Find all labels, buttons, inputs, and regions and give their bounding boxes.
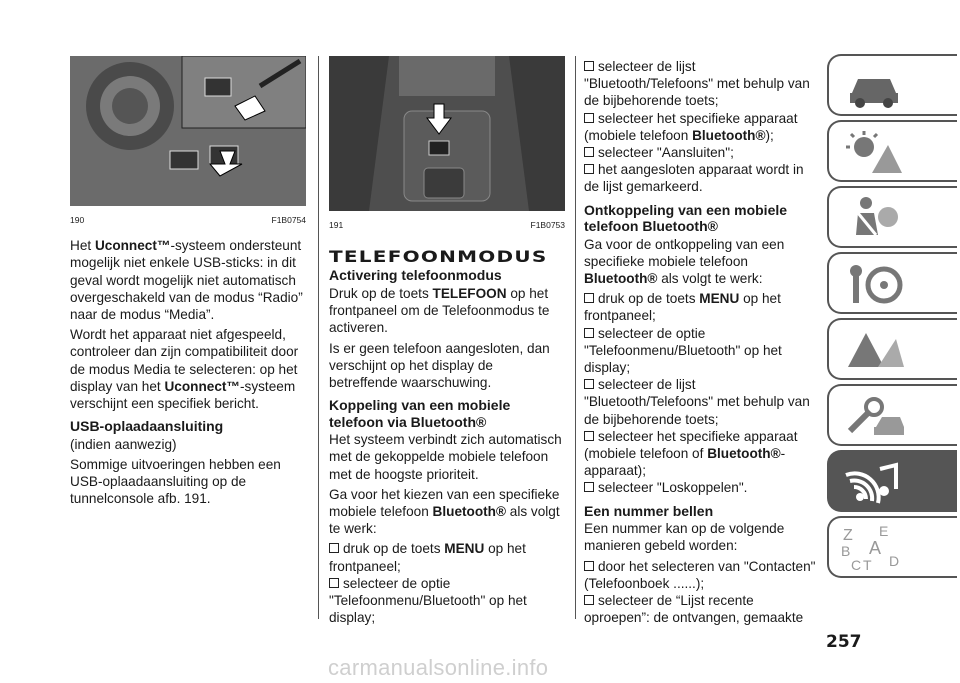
column-3 — [584, 58, 822, 626]
checkbox-bullet-icon — [584, 431, 594, 441]
list-item: het aangesloten apparaat wordt in de lijst gemarkeerd. — [584, 162, 804, 195]
index-letter: A — [869, 538, 882, 558]
airbag-seatbelt-icon — [844, 195, 904, 241]
watermark: carmanualsonline.info — [328, 655, 549, 680]
emergency-triangle-icon — [844, 327, 904, 373]
list-item: door het selecteren van "Contacten" (Telefoonboek ......); — [584, 558, 816, 591]
checkbox-bullet-icon — [584, 293, 594, 303]
tab-index[interactable] — [827, 516, 957, 578]
heading-usb-charging: USB-oplaadaansluiting — [70, 418, 224, 435]
usb-ports-illustration — [70, 56, 306, 206]
checkbox-bullet-icon — [584, 61, 594, 71]
figure-code: F1B0754 — [271, 215, 306, 225]
list-item: selecteer het specifieke apparaat (mobiele telefoon of Bluetooth®-apparaat); — [584, 428, 798, 479]
warning-lights-icon — [844, 129, 904, 175]
list-item: selecteer "Loskoppelen". — [584, 479, 822, 496]
wrench-car-icon — [844, 393, 904, 439]
list-item: druk op de toets MENU op het frontpaneel; — [584, 291, 781, 324]
list-item: selecteer de lijst "Bluetooth/Telefoons" met behulp van de bijbehorende toets; — [584, 377, 810, 427]
usb-note: (indien aanwezig) — [70, 436, 177, 452]
paragraph-activate: Druk op de toets TELEFOON op het frontpaneel om de Telefoonmodus te activeren. — [329, 285, 550, 336]
paragraph-media-compatibility: Wordt het apparaat niet afgespeeld, controleer dan zijn compatibiliteit door de modus Media te selecteren: op het display van het Uconnect™-systeem verschijnt een specifiek bericht. — [70, 327, 299, 412]
tab-warning-lights[interactable] — [827, 120, 957, 182]
checkbox-bullet-icon — [584, 482, 594, 492]
checkbox-bullet-icon — [584, 561, 594, 571]
list-item: druk op de toets MENU op het frontpaneel; — [329, 541, 526, 574]
checkbox-bullet-icon — [584, 379, 594, 389]
checkbox-bullet-icon — [584, 328, 594, 338]
index-letter: D — [889, 553, 900, 569]
list-item: selecteer de “Lijst recente oproepen”: de ontvangen, gemaakte — [584, 592, 804, 626]
list-item: selecteer de optie "Telefoonmenu/Bluetooth" op het display; — [329, 575, 527, 626]
index-letter: C — [851, 557, 862, 572]
index-letter: Z — [843, 527, 853, 544]
checkbox-bullet-icon — [584, 595, 594, 605]
tab-maintenance[interactable] — [827, 384, 957, 446]
paragraph-choose-phone: Ga voor het kiezen van een specifieke mobiele telefoon Bluetooth® als volgt te werk: — [329, 486, 560, 537]
list-item: selecteer het specifieke apparaat (mobiele telefoon Bluetooth®); — [584, 110, 798, 143]
tab-multimedia[interactable] — [827, 450, 957, 512]
tab-safety[interactable] — [827, 186, 957, 248]
figure-number: 190 — [70, 215, 85, 225]
paragraph-pairing: Het systeem verbindt zich automatisch met de gekoppelde mobiele telefoon met de hoogste prioriteit. — [329, 432, 562, 482]
heading-activate-phone-mode: Activering telefoonmodus — [329, 267, 502, 284]
checkbox-bullet-icon — [329, 543, 339, 553]
figure-caption — [329, 217, 565, 234]
alphabet-index-icon — [839, 522, 919, 572]
tab-starting-driving[interactable] — [827, 252, 957, 314]
column-divider — [318, 56, 319, 619]
heading-call-number: Een nummer bellen — [584, 502, 714, 519]
list-item: selecteer de optie "Telefoonmenu/Bluetooth" op het display; — [584, 325, 782, 376]
page-number: 257 — [826, 632, 862, 652]
column-divider — [575, 56, 576, 619]
checkbox-bullet-icon — [584, 147, 594, 157]
heading-pairing: Koppeling van een mobiele telefoon via Bluetooth® — [329, 397, 511, 430]
tab-emergency[interactable] — [827, 318, 957, 380]
figure-code: F1B0753 — [530, 220, 565, 230]
key-steering-icon — [844, 261, 904, 307]
index-letter: E — [879, 523, 889, 539]
paragraph-no-phone: Is er geen telefoon aangesloten, dan verschijnt op het display de betreffende waarschuwing. — [329, 340, 550, 390]
section-title: TELEFOONMODUS — [329, 247, 548, 267]
tunnel-console-illustration — [329, 56, 565, 211]
paragraph-unpairing: Ga voor de ontkoppeling van een specifieke mobiele telefoon Bluetooth® als volgt te werk: — [584, 236, 785, 287]
paragraph-usb-charging: Sommige uitvoeringen hebben een USB-oplaadaansluiting op de tunnelconsole afb. 191. — [70, 456, 281, 507]
checkbox-bullet-icon — [329, 578, 339, 588]
paragraph-uconnect-usb: Het Uconnect™-systeem ondersteunt mogelijk niet enkele USB-sticks: in dit geval wordt mogelijk niet automatisch overgeschakeld van de modus “Radio” naar de modus “Media”. — [70, 238, 303, 323]
figure-191-tunnel-console-image — [329, 56, 565, 211]
multimedia-active-icon — [844, 459, 904, 505]
car-icon — [844, 63, 904, 109]
tab-car[interactable] — [827, 54, 957, 116]
checkbox-bullet-icon — [584, 164, 594, 174]
figure-number: 191 — [329, 220, 344, 230]
figure-190-usb-ports-image — [70, 56, 306, 206]
heading-unpairing: Ontkoppeling van een mobiele telefoon Bluetooth® — [584, 201, 788, 235]
index-letter: T — [863, 557, 872, 572]
column-2 — [329, 56, 565, 626]
paragraph-call: Een nummer kan op de volgende manieren gebeld worden: — [584, 521, 785, 554]
chapter-tabs — [827, 54, 957, 582]
list-item: selecteer de lijst "Bluetooth/Telefoons" met behulp van de bijbehorende toets; — [584, 59, 810, 109]
figure-caption — [70, 212, 306, 229]
list-item: selecteer "Aansluiten"; — [584, 144, 822, 161]
checkbox-bullet-icon — [584, 113, 594, 123]
column-1 — [70, 56, 306, 511]
index-letter: B — [841, 543, 851, 559]
